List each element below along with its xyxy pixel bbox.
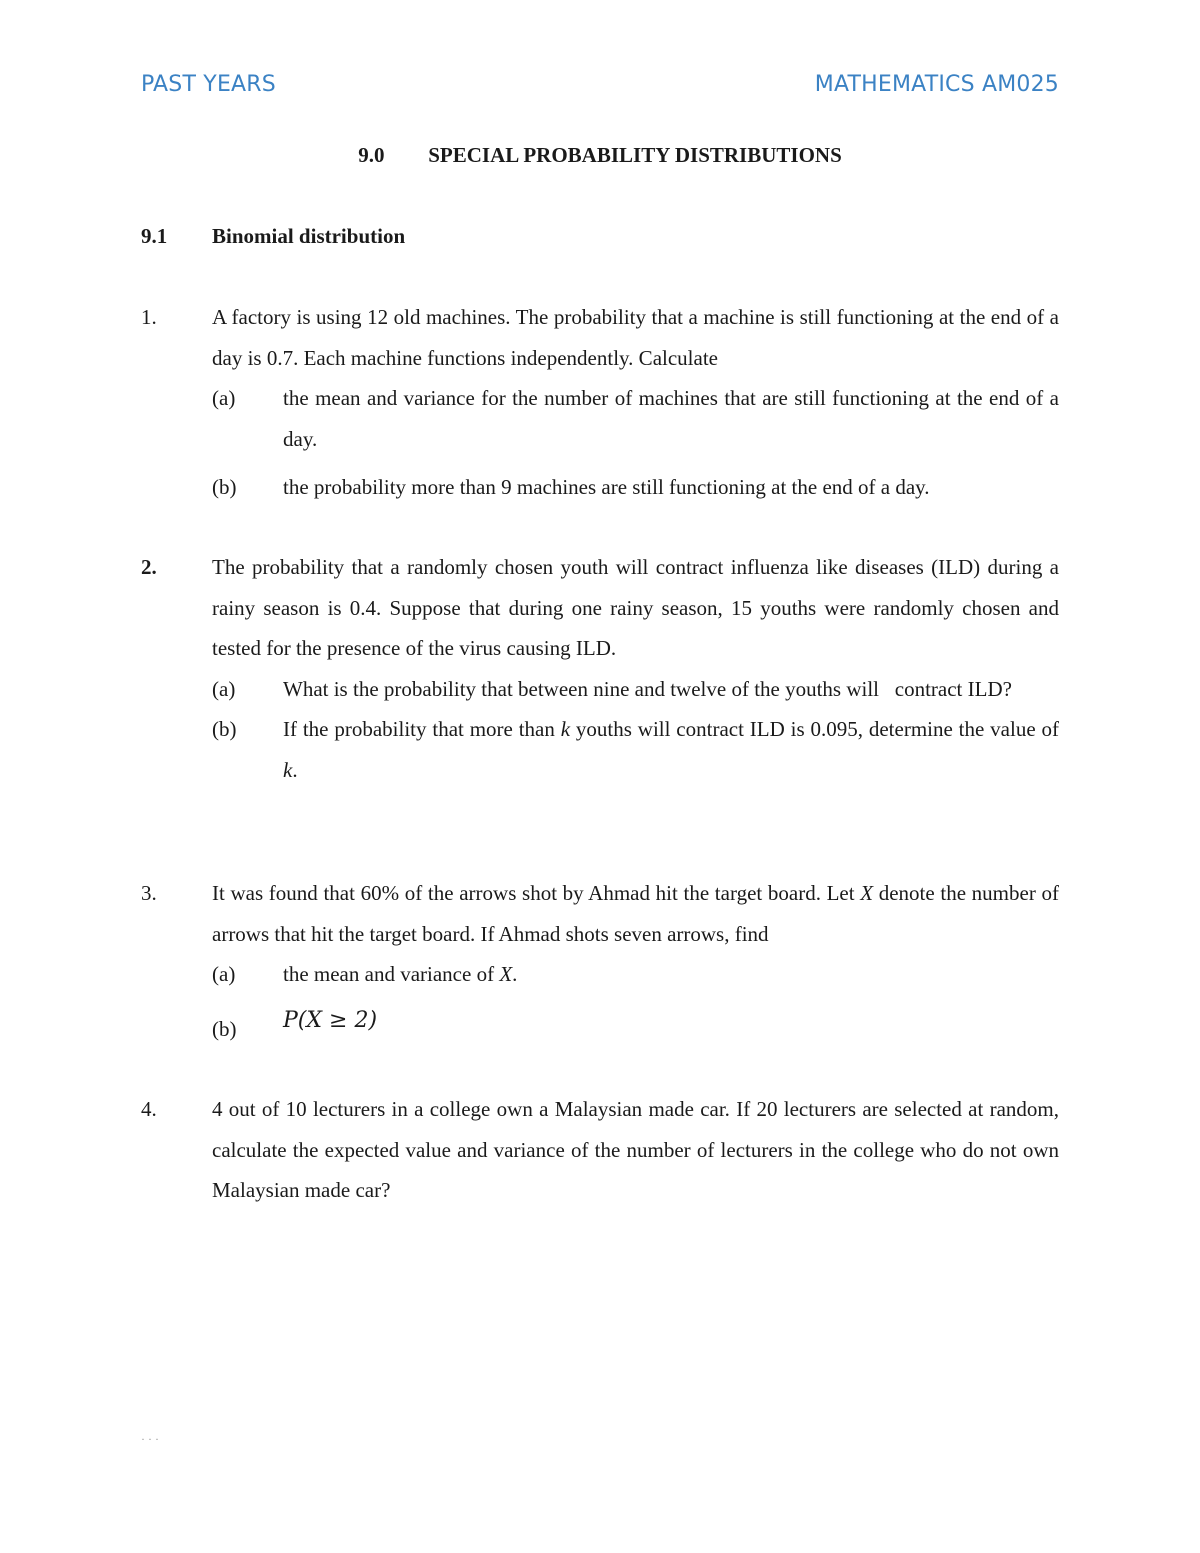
question-text: The probability that a randomly chosen youth will contract influenza like diseases (ILD) during a rainy season is 0.4. Suppose that during one rainy season, 15 youths were randomly chosen and tested for the presence of the virus causing ILD. xyxy=(212,555,1059,660)
footer-mark: · · · xyxy=(141,1432,159,1446)
question-text-segment: It was found that 60% of the arrows shot by Ahmad hit the target board. Let xyxy=(212,881,861,905)
part-label: (b) xyxy=(212,1016,237,1041)
question-number: 1. xyxy=(141,305,157,329)
part-text xyxy=(283,954,1059,995)
header-right: MATHEMATICS AM025 xyxy=(814,72,1059,97)
question-text-segment: denote the number of arrows that hit the target board. If Ahmad shots seven arrows, find xyxy=(212,881,1059,946)
part-text-segment: . xyxy=(512,962,518,986)
question-text: 4 out of 10 lecturers in a college own a Malaysian made car. If 20 lecturers are selected at random, calculate the expected value and variance of the number of lecturers in the college who do not own Malaysian made car? xyxy=(212,1097,1059,1202)
question-part xyxy=(212,378,1059,459)
part-text: What is the probability that between nine and twelve of the youths will contract ILD? xyxy=(283,676,1012,701)
section-heading xyxy=(141,224,405,249)
part-text: the probability more than 9 machines are still functioning at the end of a day. xyxy=(283,475,930,499)
section-title: Binomial distribution xyxy=(212,224,406,248)
question-part xyxy=(212,467,1059,508)
part-text-segment: . xyxy=(292,757,298,782)
part-label: (b) xyxy=(212,475,237,499)
header-left: PAST YEARS xyxy=(141,72,276,97)
question-4 xyxy=(141,1089,1059,1211)
section-number: 9.1 xyxy=(141,224,168,248)
part-label: (a) xyxy=(212,386,236,410)
question-number: 3. xyxy=(141,881,157,905)
part-label: (a) xyxy=(212,962,236,986)
variable-x: X xyxy=(860,881,874,905)
question-number: 2. xyxy=(141,555,157,579)
part-formula: P(X ≥ 2) xyxy=(283,1007,378,1033)
question-text: A factory is using 12 old machines. The probability that a machine is still functioning at the end of a day is 0.7. Each machine functions independently. Calculate xyxy=(212,305,1059,370)
question-part xyxy=(212,1001,1059,1042)
question-2 xyxy=(141,547,1059,790)
variable-k: k xyxy=(560,717,571,741)
part-text xyxy=(283,709,1059,790)
question-1 xyxy=(141,297,1059,508)
question-part xyxy=(212,954,1059,995)
question-text xyxy=(212,873,1059,954)
part-text-segment: the mean and variance of xyxy=(283,962,500,986)
part-label: (a) xyxy=(212,676,236,701)
chapter-heading xyxy=(0,143,1200,168)
part-label: (b) xyxy=(212,717,237,741)
question-number: 4. xyxy=(141,1097,157,1121)
question-part xyxy=(212,669,1059,710)
part-text: the mean and variance for the number of machines that are still functioning at the end of a day. xyxy=(283,386,1059,451)
variable-k: k xyxy=(283,757,293,782)
part-text-segment: youths will contract ILD is 0.095, determine the value of xyxy=(570,717,1059,741)
question-3 xyxy=(141,873,1059,1041)
part-text-segment: If the probability that more than xyxy=(283,717,561,741)
variable-x: X xyxy=(499,962,513,986)
question-part xyxy=(212,709,1059,790)
chapter-title: SPECIAL PROBABILITY DISTRIBUTIONS xyxy=(428,143,842,167)
chapter-number: 9.0 xyxy=(358,143,385,167)
